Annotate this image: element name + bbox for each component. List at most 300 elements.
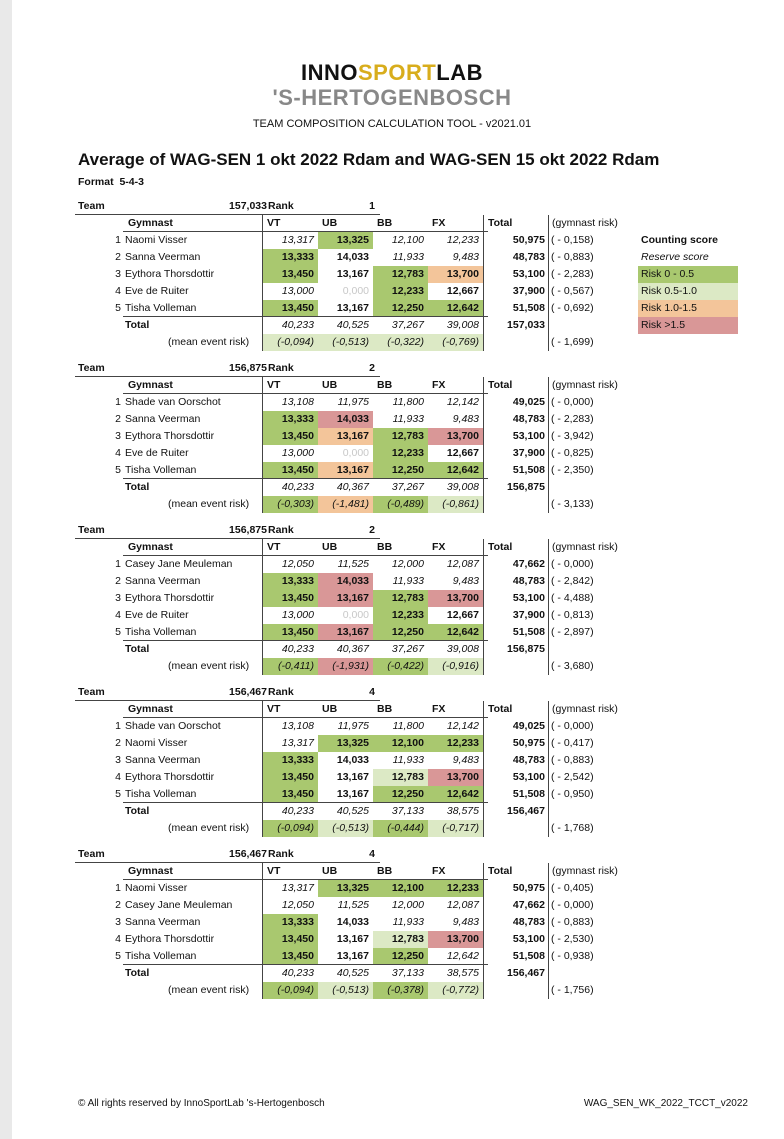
rank-label: Rank <box>268 362 294 374</box>
gymnast-total: 48,783 <box>512 575 545 587</box>
vt-score: 13,450 <box>263 786 318 803</box>
events-right-border <box>483 701 484 837</box>
bb-score: 12,100 <box>373 735 428 752</box>
legend-risk-0-0.5: Risk 0 - 0.5 <box>638 266 738 283</box>
gymnast-total: 48,783 <box>512 754 545 766</box>
events-right-border <box>483 863 484 999</box>
fx-score: 12,667 <box>446 447 479 459</box>
gymnast-risk: ( - 0,883) <box>551 251 594 263</box>
ub-score: 13,167 <box>318 590 373 607</box>
bb-mean-risk: (-0,489) <box>373 496 428 513</box>
gymnast-risk: ( - 0,813) <box>551 609 594 621</box>
bb-score: 12,783 <box>373 590 428 607</box>
ub-total: 40,367 <box>336 643 369 655</box>
gymnast-name: Eve de Ruiter <box>125 285 189 297</box>
gymnast-name: Tisha Volleman <box>125 302 197 314</box>
team-table-2 <box>75 360 635 513</box>
team-rank: 2 <box>369 362 375 374</box>
gymnast-name: Naomi Visser <box>125 882 188 894</box>
team-score: 157,033 <box>229 200 267 212</box>
gymnast-row <box>75 897 635 914</box>
gymnast-row <box>75 573 635 590</box>
vt-score: 13,317 <box>281 882 314 894</box>
gymnast-row <box>75 624 635 641</box>
bb-mean-risk: (-0,444) <box>373 820 428 837</box>
gymnast-row <box>75 249 635 266</box>
ub-total: 40,525 <box>336 319 369 331</box>
totals-divider <box>123 478 488 479</box>
gymnast-index: 4 <box>115 285 121 297</box>
team-rank: 1 <box>369 200 375 212</box>
legend-risk-0.5-1.0: Risk 0.5-1.0 <box>638 283 738 300</box>
ub-score: 0,000 <box>342 609 369 621</box>
team-mean-risk: ( - 1,699) <box>551 336 594 348</box>
header-underline <box>75 214 380 215</box>
team-score: 156,875 <box>229 362 267 374</box>
gymnast-name: Casey Jane Meuleman <box>125 899 233 911</box>
gymnast-risk-header: (gymnast risk) <box>552 703 618 715</box>
rank-label: Rank <box>268 686 294 698</box>
gymnast-risk: ( - 0,405) <box>551 882 594 894</box>
total-right-border <box>548 701 549 837</box>
column-header-underline <box>123 393 488 394</box>
fx-score: 9,483 <box>452 916 479 928</box>
gymnast-total: 48,783 <box>512 916 545 928</box>
gymnast-name: Sanna Veerman <box>125 916 201 928</box>
gymnast-index: 4 <box>115 771 121 783</box>
totals-row <box>75 317 635 334</box>
team-header-row <box>75 360 635 377</box>
gymnast-total: 37,900 <box>512 447 545 459</box>
ub-score: 13,325 <box>318 232 373 249</box>
gymnast-index: 4 <box>115 933 121 945</box>
ub-total: 40,525 <box>336 967 369 979</box>
total-header: Total <box>488 379 513 391</box>
fx-total: 39,008 <box>446 481 479 493</box>
ub-score: 13,167 <box>336 302 369 314</box>
gymnast-name: Sanna Veerman <box>125 575 201 587</box>
team-rank: 4 <box>369 686 375 698</box>
bb-score: 12,233 <box>373 283 428 300</box>
gymnast-row <box>75 590 635 607</box>
bb-score: 11,800 <box>392 396 424 408</box>
gymnast-name: Shade van Oorschot <box>125 396 221 408</box>
vt-total: 40,233 <box>281 643 314 655</box>
fx-total: 39,008 <box>446 319 479 331</box>
gymnast-risk: ( - 4,488) <box>551 592 594 604</box>
vt-total: 40,233 <box>281 967 314 979</box>
header-underline <box>75 538 380 539</box>
page-edge-shadow <box>0 0 12 1139</box>
mean-event-risk-label: (mean event risk) <box>168 984 250 996</box>
gymnast-risk-header: (gymnast risk) <box>552 865 618 877</box>
gymnast-name: Naomi Visser <box>125 737 188 749</box>
total-label: Total <box>125 481 150 493</box>
total-header: Total <box>488 541 513 553</box>
gymnast-risk: ( - 2,350) <box>551 464 594 476</box>
bb-score: 12,233 <box>373 607 428 624</box>
gymnast-row <box>75 232 635 249</box>
gymnast-header: Gymnast <box>128 379 173 391</box>
fx-total: 38,575 <box>446 967 479 979</box>
ub-mean-risk: (-0,513) <box>318 982 373 999</box>
ub-mean-risk: (-0,513) <box>318 820 373 837</box>
gymnast-total: 51,508 <box>512 626 545 638</box>
fx-score: 9,483 <box>452 754 479 766</box>
bb-score: 12,783 <box>373 931 428 948</box>
header-underline <box>75 376 380 377</box>
gymnast-name: Tisha Volleman <box>125 464 197 476</box>
gymnast-index: 5 <box>115 788 121 800</box>
ub-score: 11,525 <box>337 558 369 570</box>
events-right-border <box>483 377 484 513</box>
team-rank: 2 <box>369 524 375 536</box>
gymnast-total: 48,783 <box>512 413 545 425</box>
team-mean-risk: ( - 1,756) <box>551 984 594 996</box>
column-header-underline <box>123 717 488 718</box>
bb-total: 37,133 <box>391 805 424 817</box>
bb-total: 37,267 <box>391 319 424 331</box>
ub-score: 14,033 <box>318 411 373 428</box>
fx-total: 38,575 <box>446 805 479 817</box>
gymnast-total: 51,508 <box>512 950 545 962</box>
gymnast-total: 53,100 <box>512 268 545 280</box>
fx-score: 9,483 <box>452 413 479 425</box>
team-label: Team <box>78 200 105 212</box>
total-right-border <box>548 215 549 351</box>
vt-score: 13,450 <box>263 948 318 965</box>
mean-risk-row <box>75 658 635 675</box>
gymnast-risk: ( - 0,692) <box>551 302 594 314</box>
vt-score: 13,450 <box>263 428 318 445</box>
gymnast-row <box>75 428 635 445</box>
fx-header: FX <box>432 541 446 553</box>
bb-mean-risk: (-0,422) <box>373 658 428 675</box>
fx-score: 13,700 <box>428 931 483 948</box>
ub-score: 13,167 <box>318 624 373 641</box>
team-total: 156,875 <box>507 643 545 655</box>
ub-score: 13,167 <box>318 462 373 479</box>
bb-score: 11,933 <box>392 251 424 263</box>
ub-score: 11,975 <box>337 396 369 408</box>
vt-header: VT <box>267 379 281 391</box>
ub-score: 13,325 <box>318 735 373 752</box>
gymnast-name: Eythora Thorsdottir <box>125 430 215 442</box>
format-line: Format 5-4-3 <box>78 176 144 188</box>
fx-score: 12,233 <box>446 234 479 246</box>
mean-event-risk-label: (mean event risk) <box>168 498 250 510</box>
fx-mean-risk: (-0,717) <box>428 820 483 837</box>
bb-score: 11,933 <box>392 575 424 587</box>
vt-score: 13,450 <box>263 769 318 786</box>
ub-total: 40,367 <box>336 481 369 493</box>
gymnast-index: 5 <box>115 464 121 476</box>
gymnast-total: 47,662 <box>512 558 545 570</box>
ub-mean-risk: (-1,481) <box>318 496 373 513</box>
ub-score: 11,525 <box>337 899 369 911</box>
column-header-row <box>75 215 635 232</box>
ub-score: 13,167 <box>336 933 369 945</box>
gymnast-row <box>75 735 635 752</box>
vt-mean-risk: (-0,094) <box>263 334 318 351</box>
bb-score: 12,250 <box>373 462 428 479</box>
team-score: 156,467 <box>229 848 267 860</box>
team-header-row <box>75 684 635 701</box>
fx-score: 13,700 <box>428 428 483 445</box>
team-table-4 <box>75 684 635 837</box>
vt-total: 40,233 <box>281 319 314 331</box>
gymnast-risk-header: (gymnast risk) <box>552 217 618 229</box>
copyright-text: © All rights reserved by InnoSportLab 's-Hertogenbosch <box>78 1098 325 1109</box>
rank-label: Rank <box>268 524 294 536</box>
gymnast-total: 50,975 <box>512 234 545 246</box>
gymnast-total: 51,508 <box>512 302 545 314</box>
gymnast-row <box>75 880 635 897</box>
vt-score: 13,450 <box>263 624 318 641</box>
gymnast-name: Shade van Oorschot <box>125 720 221 732</box>
total-right-border <box>548 863 549 999</box>
vt-score: 13,333 <box>263 249 318 266</box>
gymnast-risk-header: (gymnast risk) <box>552 379 618 391</box>
file-name: WAG_SEN_WK_2022_TCCT_v2022 <box>583 1098 748 1109</box>
ub-score: 13,167 <box>336 268 369 280</box>
bb-score: 12,233 <box>373 445 428 462</box>
vt-left-border <box>262 863 263 999</box>
gymnast-index: 3 <box>115 916 121 928</box>
bb-score: 12,000 <box>391 558 424 570</box>
gymnast-name: Eythora Thorsdottir <box>125 771 215 783</box>
mean-risk-row <box>75 820 635 837</box>
total-header: Total <box>488 865 513 877</box>
gymnast-row <box>75 394 635 411</box>
vt-score: 13,333 <box>263 411 318 428</box>
bb-header: BB <box>377 541 393 553</box>
bb-score: 12,250 <box>373 624 428 641</box>
gymnast-index: 1 <box>115 882 121 894</box>
gymnast-name: Tisha Volleman <box>125 788 197 800</box>
gymnast-name: Naomi Visser <box>125 234 188 246</box>
totals-row <box>75 641 635 658</box>
fx-mean-risk: (-0,916) <box>428 658 483 675</box>
fx-header: FX <box>432 865 446 877</box>
gymnast-row <box>75 300 635 317</box>
vt-score: 13,108 <box>281 720 314 732</box>
vt-score: 13,450 <box>263 300 318 317</box>
totals-row <box>75 479 635 496</box>
column-header-underline <box>123 555 488 556</box>
gymnast-row <box>75 718 635 735</box>
fx-header: FX <box>432 703 446 715</box>
vt-header: VT <box>267 703 281 715</box>
bb-header: BB <box>377 703 393 715</box>
gymnast-name: Eythora Thorsdottir <box>125 268 215 280</box>
gymnast-row <box>75 931 635 948</box>
gymnast-header: Gymnast <box>128 703 173 715</box>
gymnast-header: Gymnast <box>128 865 173 877</box>
gymnast-risk: ( - 0,567) <box>551 285 594 297</box>
gymnast-risk-header: (gymnast risk) <box>552 541 618 553</box>
gymnast-total: 53,100 <box>512 771 545 783</box>
ub-header: UB <box>322 541 338 553</box>
bb-score: 12,783 <box>373 266 428 283</box>
vt-left-border <box>262 539 263 675</box>
bb-score: 12,100 <box>373 880 428 897</box>
gymnast-row <box>75 266 635 283</box>
gymnast-index: 3 <box>115 430 121 442</box>
gymnast-risk: ( - 2,283) <box>551 268 594 280</box>
vt-left-border <box>262 701 263 837</box>
gymnast-total: 53,100 <box>512 592 545 604</box>
fx-header: FX <box>432 217 446 229</box>
ub-score: 11,975 <box>337 720 369 732</box>
mean-event-risk-label: (mean event risk) <box>168 660 250 672</box>
team-rank: 4 <box>369 848 375 860</box>
gymnast-total: 50,975 <box>512 737 545 749</box>
bb-score: 11,800 <box>392 720 424 732</box>
gymnast-row <box>75 786 635 803</box>
totals-row <box>75 803 635 820</box>
gymnast-risk: ( - 0,158) <box>551 234 594 246</box>
bb-header: BB <box>377 379 393 391</box>
vt-score: 13,333 <box>263 914 318 931</box>
team-header-row <box>75 198 635 215</box>
gymnast-index: 1 <box>115 720 121 732</box>
team-table-5 <box>75 846 635 999</box>
team-mean-risk: ( - 1,768) <box>551 822 594 834</box>
fx-score: 12,233 <box>428 880 483 897</box>
fx-score: 13,700 <box>428 590 483 607</box>
bb-score: 12,783 <box>373 428 428 445</box>
totals-divider <box>123 964 488 965</box>
gymnast-total: 51,508 <box>512 788 545 800</box>
vt-header: VT <box>267 217 281 229</box>
gymnast-total: 37,900 <box>512 609 545 621</box>
gymnast-name: Eythora Thorsdottir <box>125 592 215 604</box>
team-label: Team <box>78 686 105 698</box>
fx-score: 12,642 <box>428 624 483 641</box>
gymnast-risk: ( - 2,542) <box>551 771 594 783</box>
team-mean-risk: ( - 3,133) <box>551 498 594 510</box>
vt-score: 13,450 <box>263 266 318 283</box>
ub-score: 13,167 <box>336 771 369 783</box>
vt-score: 13,450 <box>263 590 318 607</box>
vt-score: 13,000 <box>281 609 314 621</box>
page-title: Average of WAG-SEN 1 okt 2022 Rdam and WAG-SEN 15 okt 2022 Rdam <box>78 150 660 169</box>
ub-score: 13,167 <box>336 788 369 800</box>
gymnast-index: 1 <box>115 234 121 246</box>
team-label: Team <box>78 848 105 860</box>
gymnast-row <box>75 462 635 479</box>
bb-mean-risk: (-0,378) <box>373 982 428 999</box>
team-score: 156,875 <box>229 524 267 536</box>
fx-score: 12,233 <box>428 735 483 752</box>
ub-header: UB <box>322 379 338 391</box>
fx-header: FX <box>432 379 446 391</box>
bb-score: 11,933 <box>392 916 424 928</box>
bb-total: 37,133 <box>391 967 424 979</box>
vt-header: VT <box>267 541 281 553</box>
gymnast-total: 49,025 <box>512 396 545 408</box>
gymnast-row <box>75 769 635 786</box>
gymnast-name: Sanna Veerman <box>125 413 201 425</box>
gymnast-name: Tisha Volleman <box>125 950 197 962</box>
legend-risk-1.0-1.5: Risk 1.0-1.5 <box>638 300 738 317</box>
gymnast-name: Sanna Veerman <box>125 754 201 766</box>
innosportlab-logo: INNOSPORTLAB 'S-HERTOGENBOSCH <box>272 60 512 110</box>
gymnast-index: 1 <box>115 558 121 570</box>
gymnast-total: 48,783 <box>512 251 545 263</box>
fx-score: 9,483 <box>452 251 479 263</box>
vt-score: 13,333 <box>263 573 318 590</box>
fx-score: 12,667 <box>446 285 479 297</box>
gymnast-index: 3 <box>115 754 121 766</box>
team-total: 156,467 <box>507 967 545 979</box>
fx-score: 12,642 <box>428 300 483 317</box>
gymnast-name: Eythora Thorsdottir <box>125 933 215 945</box>
vt-score: 12,050 <box>281 558 314 570</box>
ub-mean-risk: (-0,513) <box>318 334 373 351</box>
gymnast-risk: ( - 3,942) <box>551 430 594 442</box>
vt-left-border <box>262 215 263 351</box>
total-label: Total <box>125 967 150 979</box>
bb-mean-risk: (-0,322) <box>373 334 428 351</box>
gymnast-header: Gymnast <box>128 217 173 229</box>
vt-mean-risk: (-0,411) <box>263 658 318 675</box>
gymnast-row <box>75 914 635 931</box>
ub-total: 40,525 <box>336 805 369 817</box>
ub-score: 13,325 <box>318 880 373 897</box>
vt-score: 13,000 <box>281 447 314 459</box>
gymnast-index: 5 <box>115 626 121 638</box>
ub-header: UB <box>322 703 338 715</box>
gymnast-row <box>75 411 635 428</box>
gymnast-risk: ( - 0,000) <box>551 720 594 732</box>
ub-header: UB <box>322 217 338 229</box>
gymnast-total: 50,975 <box>512 882 545 894</box>
gymnast-risk: ( - 0,950) <box>551 788 594 800</box>
vt-score: 13,450 <box>263 931 318 948</box>
events-right-border <box>483 539 484 675</box>
gymnast-risk: ( - 0,883) <box>551 916 594 928</box>
vt-header: VT <box>267 865 281 877</box>
gymnast-index: 5 <box>115 950 121 962</box>
gymnast-index: 3 <box>115 268 121 280</box>
total-right-border <box>548 377 549 513</box>
gymnast-risk: ( - 0,883) <box>551 754 594 766</box>
team-total: 156,875 <box>507 481 545 493</box>
fx-score: 12,642 <box>428 462 483 479</box>
vt-mean-risk: (-0,303) <box>263 496 318 513</box>
ub-score: 0,000 <box>342 447 369 459</box>
tool-subtitle: TEAM COMPOSITION CALCULATION TOOL - v2021.01 <box>252 118 532 130</box>
gymnast-risk: ( - 0,825) <box>551 447 594 459</box>
gymnast-row <box>75 607 635 624</box>
mean-risk-row <box>75 334 635 351</box>
ub-score: 14,033 <box>336 754 369 766</box>
vt-left-border <box>262 377 263 513</box>
gymnast-risk: ( - 0,000) <box>551 899 594 911</box>
fx-score: 12,642 <box>428 786 483 803</box>
fx-score: 13,700 <box>428 769 483 786</box>
gymnast-risk: ( - 2,530) <box>551 933 594 945</box>
total-header: Total <box>488 217 513 229</box>
team-header-row <box>75 522 635 539</box>
bb-score: 12,250 <box>373 948 428 965</box>
fx-score: 12,142 <box>446 396 479 408</box>
mean-event-risk-label: (mean event risk) <box>168 822 250 834</box>
vt-score: 12,050 <box>281 899 314 911</box>
header-underline <box>75 862 380 863</box>
